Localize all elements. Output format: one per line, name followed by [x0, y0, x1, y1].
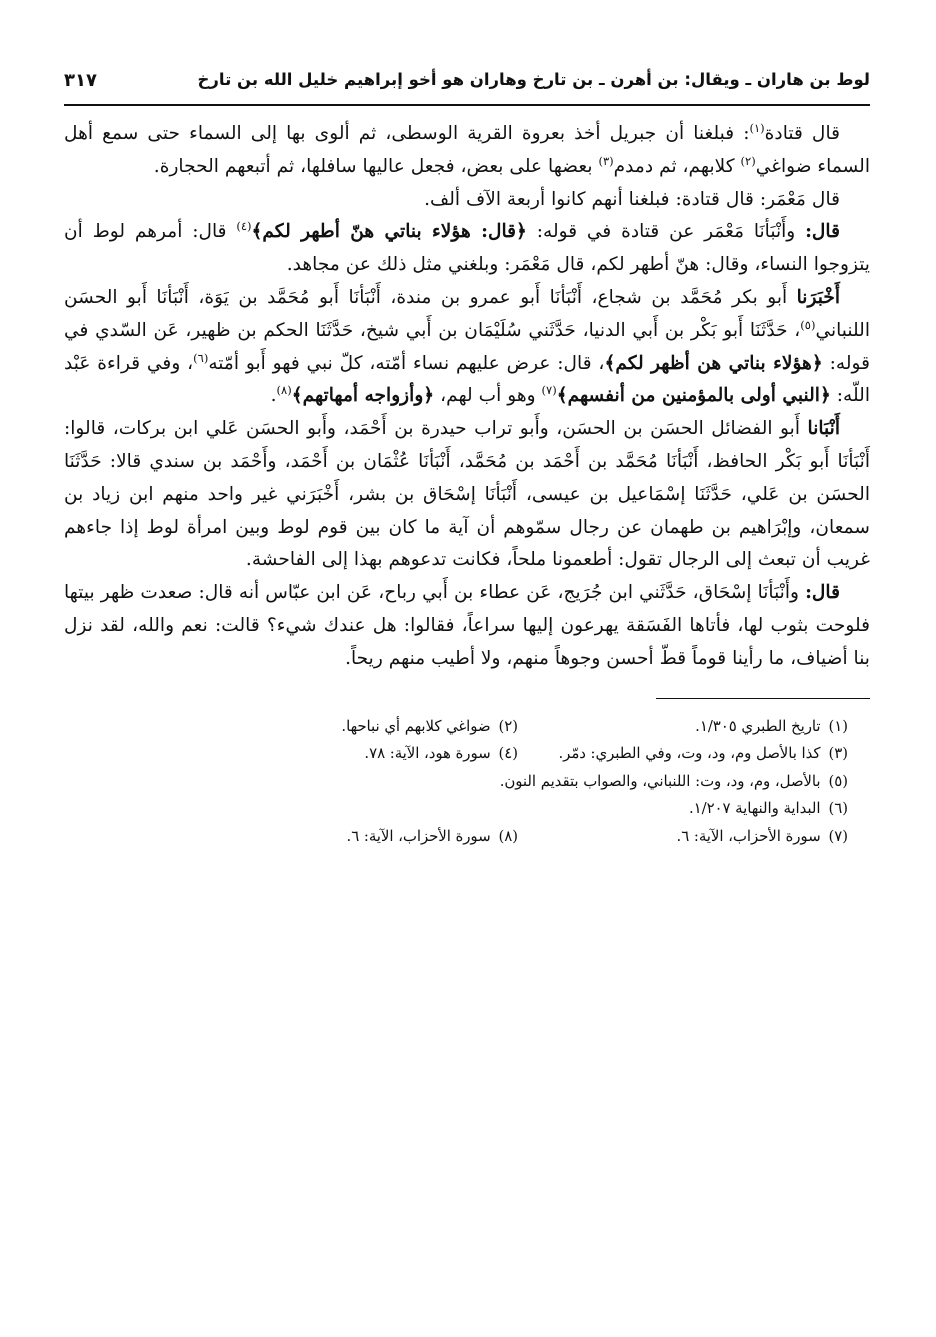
- footnote-row: [64, 768, 848, 796]
- footnote-divider: [656, 698, 870, 699]
- footnote-6: [689, 795, 848, 823]
- paragraph-4: [64, 282, 870, 413]
- footnote-row: [64, 823, 848, 851]
- text-run: وهو أب لهم،: [434, 385, 542, 407]
- text-run: ، وفي قراءة عَبْد اللّه:: [64, 352, 870, 407]
- footnote-1: [518, 713, 848, 741]
- paragraph-6: [64, 577, 870, 675]
- footnote-ref-7[interactable]: (٧): [541, 383, 557, 398]
- footnote-text: البداية والنهاية ١/٢٠٧.: [688, 800, 821, 818]
- paragraph-lead: أَنْبَانا: [807, 418, 840, 440]
- footnote-number: (٢): [498, 717, 518, 735]
- page-number: ٣١٧: [64, 70, 97, 91]
- text-run: : فبلغنا أن جبريل أخذ بعروة القرية الوسطى، ثم ألوى بها إلى السماء حتى سمع أهل السماء ضواغي: [64, 123, 870, 177]
- footnote-ref-2[interactable]: (٢): [740, 153, 756, 168]
- footnote-5: [500, 768, 848, 796]
- footnote-2: [341, 713, 518, 741]
- footnote-text: ضواغي كلابهم أي نباحها.: [341, 717, 491, 735]
- footnote-ref-6[interactable]: (٦): [193, 350, 209, 365]
- footnote-ref-4[interactable]: (٤): [236, 219, 252, 234]
- footnote-ref-3[interactable]: (٣): [598, 153, 614, 168]
- header-title: لوط بن هاران ـ ويقال: بن أهرن ـ بن تارخ وهاران هو أخو إبراهيم خليل الله بن تارخ: [197, 70, 870, 89]
- footnote-3: [518, 740, 848, 768]
- footnote-row: [64, 740, 848, 768]
- footnote-number: (٥): [828, 772, 848, 790]
- footnotes: [64, 713, 870, 851]
- footnote-number: (٨): [498, 827, 518, 845]
- paragraph-5: [64, 413, 870, 577]
- paragraph-3: [64, 216, 870, 282]
- footnote-text: سورة الأحزاب، الآية: ٦.: [676, 827, 821, 845]
- footnote-row: [64, 795, 848, 823]
- footnote-number: (٣): [828, 745, 848, 763]
- footnote-ref-1[interactable]: (١): [749, 120, 765, 135]
- quran-quote: ﴿هؤلاء بناتي هن أظهر لكم﴾: [604, 352, 823, 374]
- text-run: ، حَدَّثَنَا أَبو بَكْر بن أَبي الدنيا، حَدَّثَني سُلَيْمَان بن أَبي شيخ، حَدَّثَنَا الحكم بن ظهير، عَن السّدي في قوله:: [64, 319, 870, 374]
- footnote-row: [64, 713, 848, 741]
- text-run: وأَنْبَأنَا إسْحَاق، حَدَّثَني ابن جُرَيج، عَن عطاء بن أَبي رباح، عَن ابن عبّاس أنه قال: صعدت ظهر بيتها فلوحت بثوب لها، فأتاها الفَسَقة يهرعون إليها سراعاً، فقالوا: هل عندك شيء؟ قالت: نعم والله، لقد نزل بنا أضياف، ما رأينا قوماً قطّ أحسن وجوهاً منهم، ولا أطيب منهم ريحاً.: [64, 582, 870, 669]
- footnote-text: سورة الأحزاب، الآية: ٦.: [346, 827, 491, 845]
- paragraph-lead: أَخْبَرَنا: [796, 286, 840, 308]
- text-run: أَبو بكر مُحَمَّد بن شجاع، أَنْبَأنَا أَبو عمرو بن مندة، أَنْبَأنَا أَبو مُحَمَّد بن يَوَة، أَنْبَأنَا أَبو الحسَن اللنباني: [64, 286, 870, 341]
- footnote-number: (٧): [828, 827, 848, 845]
- quran-quote: ﴿قال: هؤلاء بناتي هنّ أطهر لكم﴾: [251, 221, 527, 243]
- footnote-number: (٤): [498, 745, 518, 763]
- footnote-ref-8[interactable]: (٨): [276, 383, 292, 398]
- text-run: أَبو الفضائل الحسَن بن الحسَن، وأَبو تراب حيدرة بن أَحْمَد، وأَبو الحسَن عَلي ابن بركات، قالوا: أَنْبَأنَا أَبو بَكْر الحافظ، أَنْبَأنَا مُحَمَّد بن أَحْمَد بن مُحَمَّد، أَنْبَأنَا عُثْمَان بن أَحْمَد، وأَحْمَد بن سندي قالا: حَدَّثَنَا الحسَن بن عَلي، حَدَّثَنَا إسْمَاعيل بن عيسى، أَنْبَأنَا إسْحَاق بن بشر، أَخْبَرَني غير واحد منهم ابن زياد بن سمعان، وإبْرَاهيم بن طهمان عن رجال سمّوهم أن آية ما كان بين قوم لوط وبين امرأة لوط إذا جاءهم غريب أن تبعث إلى الرجال تقول: أطعمونا ملحاً، فكانت تدعوهم بهذا إلى الفاحشة.: [64, 418, 870, 571]
- paragraph-lead: قال:: [805, 582, 840, 604]
- text-run: قال قتادة: [764, 123, 840, 144]
- footnote-ref-5[interactable]: (٥): [800, 317, 816, 332]
- footnote-text: بالأصل، وم، ود، وت: اللنباني، والصواب بتقديم النون.: [499, 772, 821, 790]
- quran-quote: ﴿النبي أولى بالمؤمنين من أنفسهم﴾: [556, 385, 831, 407]
- text-run: .: [270, 385, 277, 407]
- footnote-4: [364, 740, 518, 768]
- main-text: [64, 118, 870, 676]
- text-run: ، قال: عرض عليهم نساء أمّته، كلّ نبي فهو أَبو أمّته: [208, 352, 605, 374]
- paragraph-1: [64, 118, 870, 184]
- footnote-7: [518, 823, 848, 851]
- text-run: وأَنْبَأنَا مَعْمَر عن قتادة في قوله:: [526, 221, 806, 243]
- paragraph-2: [64, 184, 870, 217]
- footnote-number: (٦): [828, 800, 848, 818]
- running-header: [64, 62, 870, 106]
- footnote-text: كذا بالأصل وم، ود، وت، وفي الطبري: دمّر.: [558, 745, 821, 763]
- text-run: قال: أمرهم لوط أن يتزوجوا النساء، وقال: هنّ أطهر لكم، قال مَعْمَر: وبلغني مثل ذلك عن مجاهد.: [64, 221, 870, 276]
- text-run: كلابهم، ثم دمدم: [613, 155, 741, 177]
- text-run: قال مَعْمَر: قال قتادة: فبلغنا أنهم كانوا أربعة الآف ألف.: [424, 188, 840, 210]
- footnote-8: [346, 823, 518, 851]
- paragraph-lead: قال:: [805, 221, 840, 243]
- quran-quote: ﴿وأزواجه أمهاتهم﴾: [291, 385, 435, 407]
- footnote-text: سورة هود، الآية: ٧٨.: [364, 745, 491, 763]
- footnote-number: (١): [828, 717, 848, 735]
- footnote-text: تاريخ الطبري ١/٣٠٥.: [695, 717, 821, 735]
- text-run: بعضها على بعض، فجعل عاليها سافلها، ثم أتبعهم الحجارة.: [153, 155, 599, 177]
